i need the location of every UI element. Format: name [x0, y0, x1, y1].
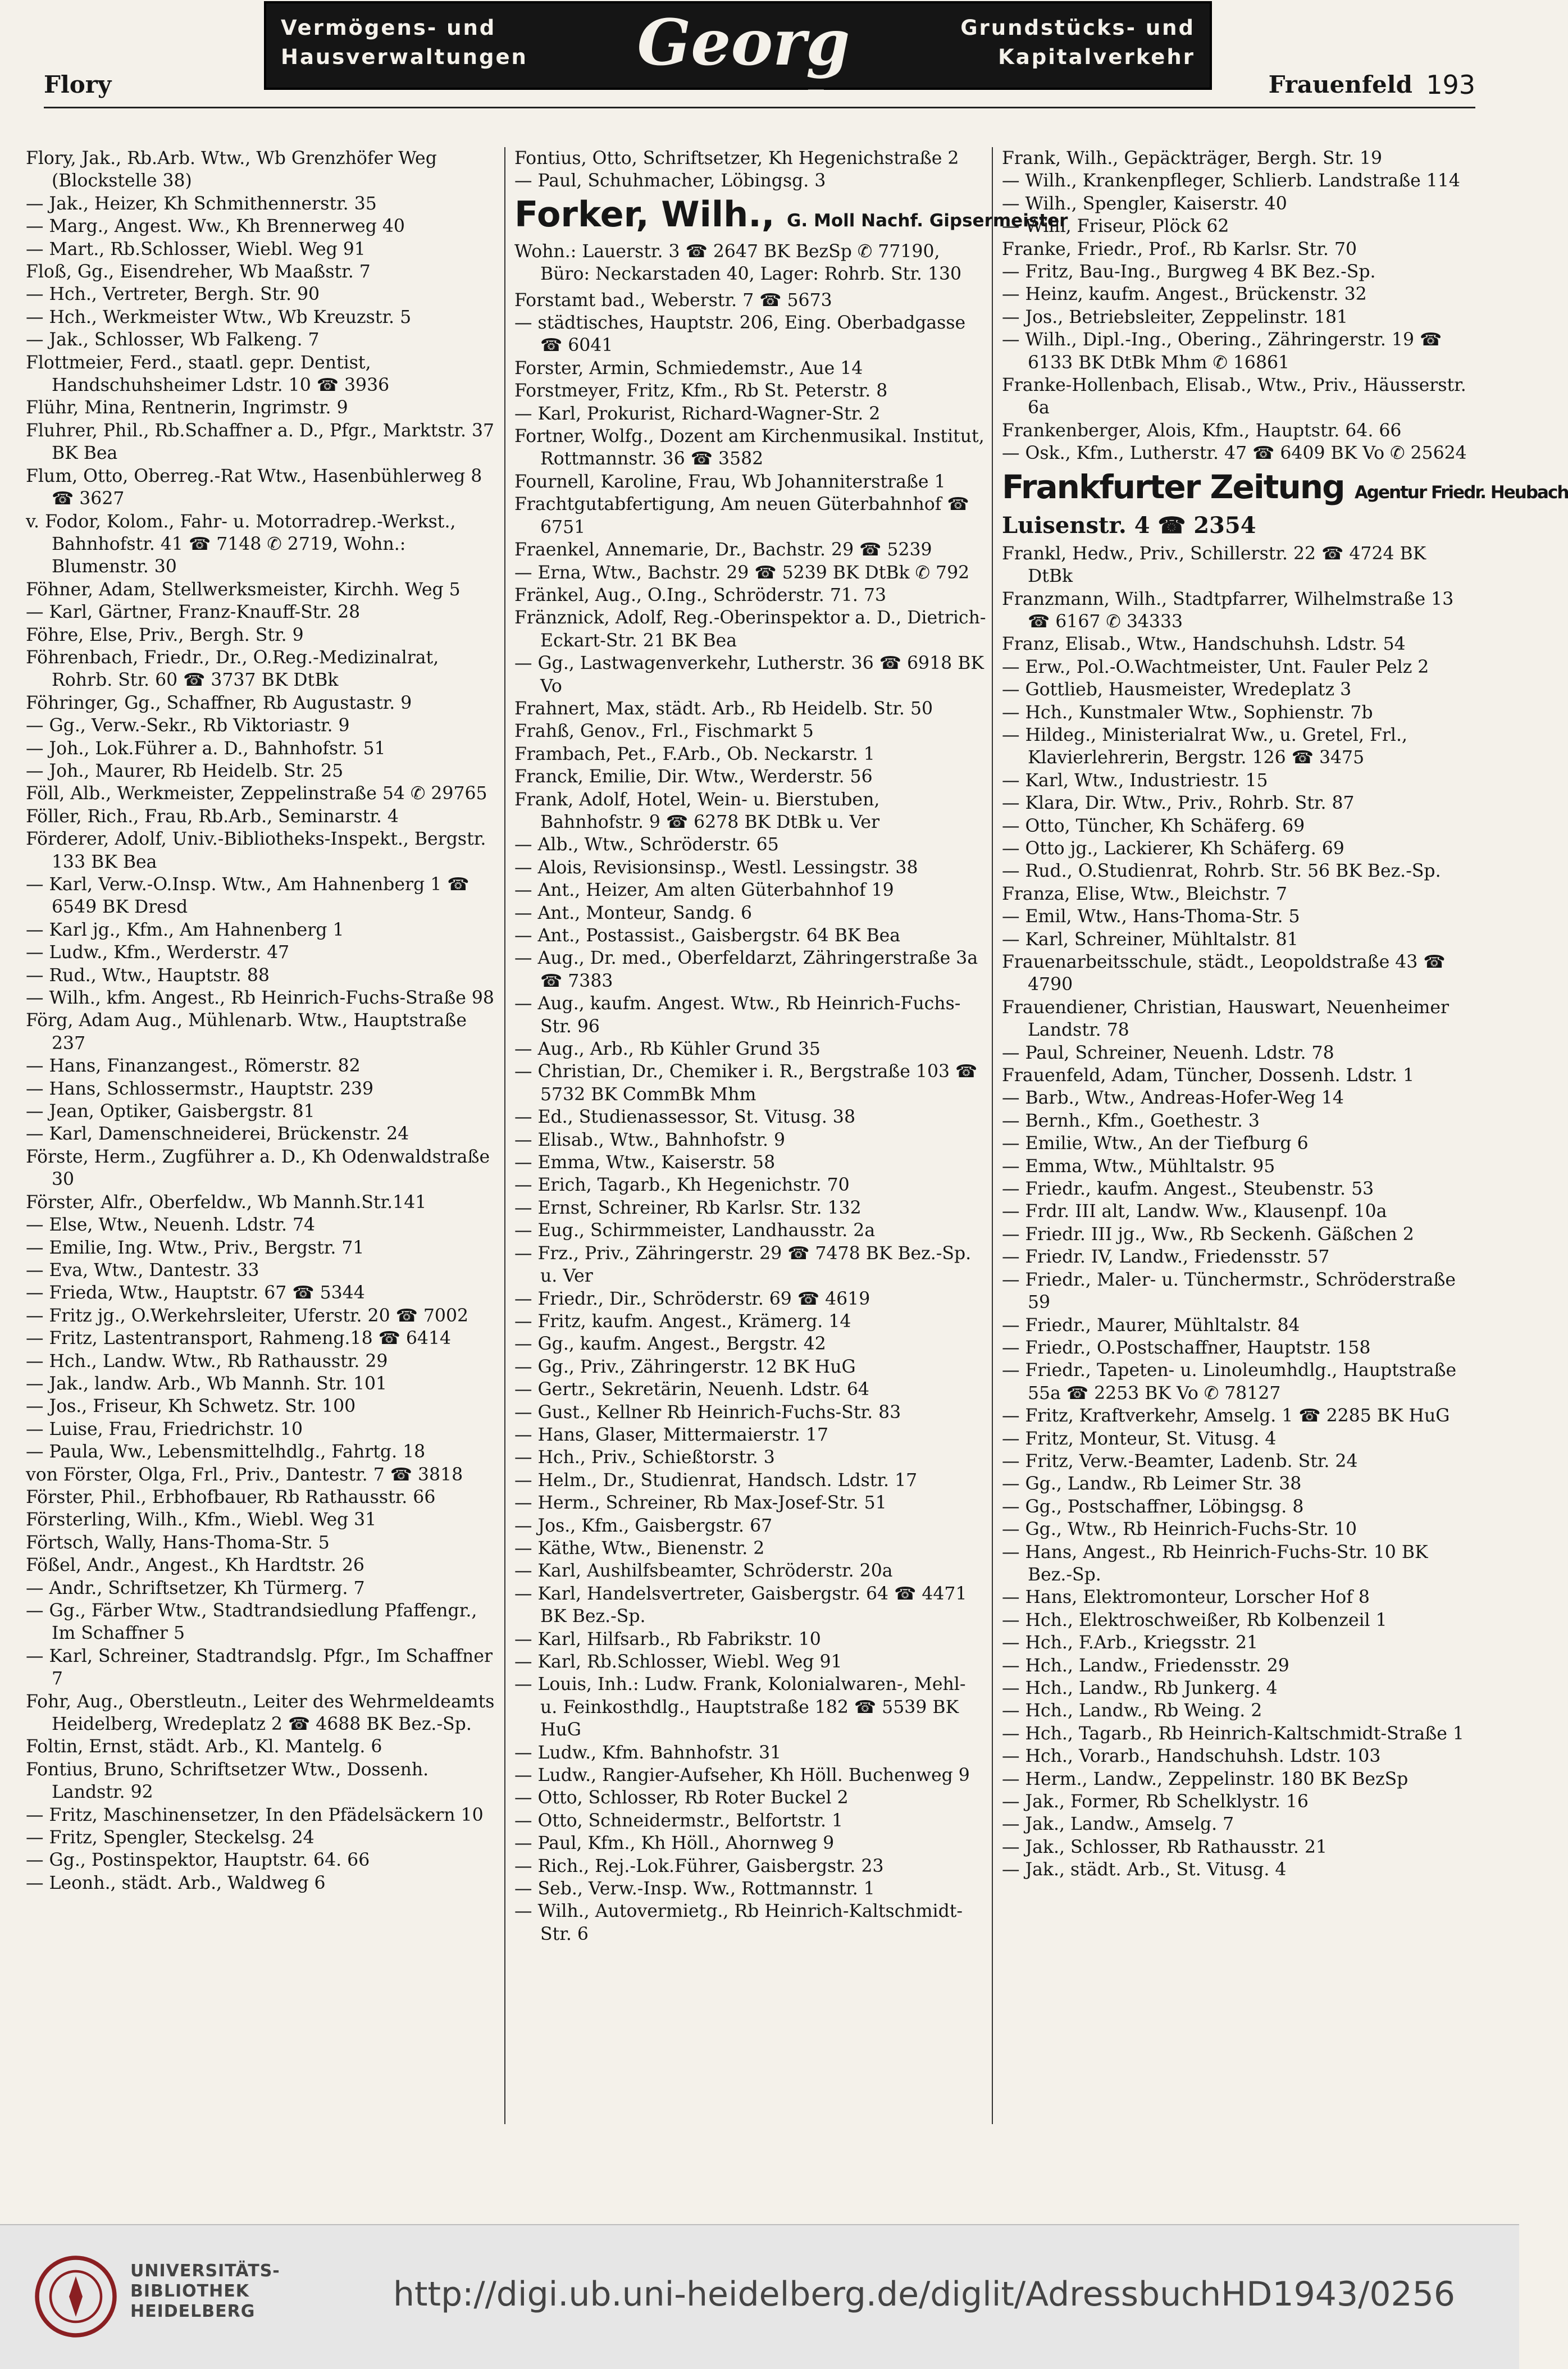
directory-entry: — Frieda, Wtw., Hauptstr. 67 ☎ 5344	[26, 1283, 365, 1304]
directory-column-2	[514, 147, 1068, 2124]
directory-entry: — Elisab., Wtw., Bahnhofstr. 9	[514, 1129, 786, 1150]
directory-entry: — Willi, Friseur, Plöck 62	[1002, 216, 1229, 237]
directory-entry: Franzmann, Wilh., Stadtpfarrer, Wilhelmstraße 13 ☎ 6167 ✆ 34333	[1002, 589, 1454, 632]
directory-entry: — Karl, Gärtner, Franz-Knauff-Str. 28	[26, 602, 361, 623]
library-name-line: HEIDELBERG	[130, 2302, 256, 2321]
directory-column-1	[26, 147, 498, 2124]
directory-entry: — Jak., Schlosser, Wb Falkeng. 7	[26, 330, 320, 350]
directory-entry: — Friedr. IV, Landw., Friedensstr. 57	[1002, 1247, 1330, 1268]
directory-entry: Fränznick, Adolf, Reg.-Oberinspektor a. D., Dietrich-Eckart-Str. 21 BK Bea	[514, 608, 986, 651]
directory-entry: — Gg., Priv., Zähringerstr. 12 BK HuG	[514, 1356, 856, 1377]
directory-entry: Fournell, Karoline, Frau, Wb Johanniterstraße 1	[514, 471, 946, 492]
directory-entry: — Jak., Heizer, Kh Schmithennerstr. 35	[26, 193, 377, 214]
directory-entry: — Fritz, Lastentransport, Rahmeng.18 ☎ 6414	[26, 1328, 452, 1349]
directory-entry: — Käthe, Wtw., Bienenstr. 2	[514, 1538, 765, 1559]
directory-entry: Föhrenbach, Friedr., Dr., O.Reg.-Medizinalrat, Rohrb. Str. 60 ☎ 3737 BK DtBk	[26, 647, 439, 691]
directory-entry: Franza, Elise, Wtw., Bleichstr. 7	[1002, 883, 1288, 904]
directory-entry: — Herm., Landw., Zeppelinstr. 180 BK BezSp	[1002, 1769, 1409, 1789]
directory-entry: — Ernst, Schreiner, Rb Karlsr. Str. 132	[514, 1197, 862, 1218]
directory-entry: Föhre, Else, Priv., Bergh. Str. 9	[26, 625, 304, 645]
directory-entry: — Fritz, kaufm. Angest., Krämerg. 14	[514, 1311, 851, 1332]
directory-entry: — Karl, Verw.-O.Insp. Wtw., Am Hahnenberg 1 ☎ 6549 BK Dresd	[26, 874, 470, 918]
directory-entry: — Else, Wtw., Neuenh. Ldstr. 74	[26, 1215, 316, 1236]
directory-entry: — Seb., Verw.-Insp. Ww., Rottmannstr. 1	[514, 1879, 875, 1899]
library-name-line: UNIVERSITÄTS-	[130, 2261, 280, 2281]
column-divider	[992, 147, 993, 2124]
directory-entry: — Paula, Ww., Lebensmittelhdlg., Fahrtg. 18	[26, 1442, 426, 1463]
directory-entry: Frank, Adolf, Hotel, Wein- u. Bierstuben, Bahnhofstr. 9 ☎ 6278 BK DtBk u. Ver	[514, 789, 880, 832]
directory-entry: — Fritz, Maschinensetzer, In den Pfädelsäckern 10	[26, 1805, 484, 1825]
directory-entry: Flum, Otto, Oberreg.-Rat Wtw., Hasenbühlerweg 8 ☎ 3627	[26, 466, 482, 509]
directory-entry: — Luise, Frau, Friedrichstr. 10	[26, 1419, 303, 1439]
ad-right-line: Grundstücks- und	[960, 16, 1195, 40]
directory-entry: — Gg., Postschaffner, Löbingsg. 8	[1002, 1496, 1304, 1517]
directory-entry: — Ant., Monteur, Sandg. 6	[514, 903, 753, 923]
directory-entry: — Erw., Pol.-O.Wachtmeister, Unt. Fauler Pelz 2	[1002, 657, 1429, 677]
directory-entry: — Jos., Friseur, Kh Schwetz. Str. 100	[26, 1396, 356, 1417]
directory-entry: Franke, Friedr., Prof., Rb Karlsr. Str. 70	[1002, 239, 1357, 259]
directory-entry: — Wilh., Spengler, Kaiserstr. 40	[1002, 193, 1287, 214]
advertisement-name-text: Forker, Wilh.,	[514, 193, 775, 235]
directory-entry: — Fritz, Monteur, St. Vitusg. 4	[1002, 1428, 1277, 1449]
directory-entry: — Jak., Landw., Amselg. 7	[1002, 1814, 1234, 1835]
directory-entry: Föller, Rich., Frau, Rb.Arb., Seminarstr. 4	[26, 806, 399, 827]
directory-entry: Frauenarbeitsschule, städt., Leopoldstraße 43 ☎ 4790	[1002, 952, 1446, 995]
advertisement-entry	[1002, 467, 1568, 539]
directory-entry: — Hch., F.Arb., Kriegsstr. 21	[1002, 1633, 1259, 1653]
directory-entry: — Hans, Elektromonteur, Lorscher Hof 8	[1002, 1587, 1370, 1608]
directory-entry: v. Fodor, Kolom., Fahr- u. Motorradrep.-Werkst., Bahnhofstr. 41 ☎ 7148 ✆ 2719, Wohn.: Blumenstr. 30	[26, 511, 456, 577]
running-head-left: Flory	[44, 71, 112, 98]
directory-entry: Fränkel, Aug., O.Ing., Schröderstr. 71. 73	[514, 585, 887, 605]
directory-entry: Foltin, Ernst, städt. Arb., Kl. Mantelg. 6	[26, 1737, 382, 1757]
directory-entry: — Hch., Elektroschweißer, Rb Kolbenzeil 1	[1002, 1610, 1387, 1630]
directory-entry: Försterling, Wilh., Kfm., Wiebl. Weg 31	[26, 1510, 377, 1530]
directory-entry: Frachtgutabfertigung, Am neuen Güterbahnhof ☎ 6751	[514, 494, 969, 537]
directory-entry: — Otto, Schlosser, Rb Roter Buckel 2	[514, 1788, 849, 1808]
directory-entry: — Hch., Tagarb., Rb Heinrich-Kaltschmidt-Straße 1	[1002, 1723, 1464, 1744]
directory-entry: — Hans, Angest., Rb Heinrich-Fuchs-Str. 10 BK Bez.-Sp.	[1002, 1542, 1428, 1585]
advertisement-subtitle: Agentur Friedr. Heubach	[1354, 482, 1568, 503]
directory-entry: — Gg., kaufm. Angest., Bergstr. 42	[514, 1334, 826, 1355]
directory-entry: — Hans, Finanzangest., Römerstr. 82	[26, 1056, 361, 1077]
directory-entry: — Karl, Damenschneiderei, Brückenstr. 24	[26, 1124, 409, 1145]
ad-right-text	[960, 13, 1195, 72]
directory-entry: — Aug., kaufm. Angest. Wtw., Rb Heinrich-Fuchs-Str. 96	[514, 994, 961, 1037]
directory-entry: — Jak., Former, Rb Schelklystr. 16	[1002, 1792, 1309, 1812]
ad-left-text	[281, 13, 528, 72]
directory-entry: — Ludw., Kfm., Werderstr. 47	[26, 942, 290, 963]
directory-entry: — Emma, Wtw., Mühltalstr. 95	[1002, 1156, 1275, 1177]
column-divider	[504, 147, 505, 2124]
directory-entry: — Emilie, Ing. Wtw., Priv., Bergstr. 71	[26, 1237, 364, 1258]
advertisement-name	[514, 193, 1068, 240]
directory-entry: — Karl, Prokurist, Richard-Wagner-Str. 2	[514, 403, 881, 424]
directory-entry: — Rich., Rej.-Lok.Führer, Gaisbergstr. 23	[514, 1856, 884, 1876]
directory-entry: — Fritz, Kraftverkehr, Amselg. 1 ☎ 2285 BK HuG	[1002, 1406, 1450, 1427]
directory-entry: — Frz., Priv., Zähringerstr. 29 ☎ 7478 BK Bez.-Sp. u. Ver	[514, 1243, 972, 1287]
library-name-line: BIBLIOTHEK	[130, 2281, 249, 2301]
directory-entry: — Alois, Revisionsinsp., Westl. Lessingstr. 38	[514, 857, 918, 878]
directory-entry: — Christian, Dr., Chemiker i. R., Bergstraße 103 ☎ 5732 BK CommBk Mhm	[514, 1062, 978, 1105]
directory-entry: Frankl, Hedw., Priv., Schillerstr. 22 ☎ 4724 BK DtBk	[1002, 543, 1426, 587]
directory-entry: Fontius, Otto, Schriftsetzer, Kh Hegenichstraße 2	[514, 148, 959, 168]
directory-entry: — Friedr., Maurer, Mühltalstr. 84	[1002, 1315, 1300, 1336]
directory-entry: — Jos., Betriebsleiter, Zeppelinstr. 181	[1002, 307, 1348, 327]
running-head-right: Frauenfeld	[1268, 71, 1412, 98]
directory-entry: Frank, Wilh., Gepäckträger, Bergh. Str. 19	[1002, 148, 1383, 168]
directory-entry: Flühr, Mina, Rentnerin, Ingrimstr. 9	[26, 398, 348, 418]
directory-entry: Förster, Phil., Erbhofbauer, Rb Rathausstr. 66	[26, 1487, 436, 1507]
directory-entry: — Gg., Landw., Rb Leimer Str. 38	[1002, 1474, 1302, 1495]
directory-entry: — Fritz jg., O.Werkehrsleiter, Uferstr. 20 ☎ 7002	[26, 1305, 469, 1326]
directory-entry: — Gottlieb, Hausmeister, Wredeplatz 3	[1002, 680, 1352, 700]
directory-entry: — Hch., Vorarb., Handschuhsh. Ldstr. 103	[1002, 1746, 1381, 1767]
directory-entry: — Karl jg., Kfm., Am Hahnenberg 1	[26, 919, 344, 940]
directory-entry: Förste, Herm., Zugführer a. D., Kh Odenwaldstraße 30	[26, 1146, 490, 1190]
directory-entry: von Förster, Olga, Frl., Priv., Dantestr. 7 ☎ 3818	[26, 1464, 463, 1485]
directory-entry: — Karl, Schreiner, Mühltalstr. 81	[1002, 929, 1298, 950]
directory-entry: Forstmeyer, Fritz, Kfm., Rb St. Peterstr. 8	[514, 381, 888, 402]
directory-entry: — Hildeg., Ministerialrat Ww., u. Gretel, Frl., Klavierlehrerin, Bergstr. 126 ☎ 3475	[1002, 725, 1408, 768]
advertisement-subtitle: G. Moll Nachf. Gipsermeister	[786, 210, 1068, 231]
directory-entry: Frahß, Genov., Frl., Fischmarkt 5	[514, 721, 814, 742]
directory-entry: — Frdr. III alt, Landw. Ww., Klausenpf. 10a	[1002, 1201, 1387, 1222]
directory-entry: Frahnert, Max, städt. Arb., Rb Heidelb. Str. 50	[514, 698, 933, 719]
directory-entry: — Ludw., Kfm. Bahnhofstr. 31	[514, 1742, 782, 1763]
directory-entry: Fößel, Andr., Angest., Kh Hardtstr. 26	[26, 1555, 364, 1576]
directory-entry: Föhringer, Gg., Schaffner, Rb Augustastr. 9	[26, 693, 412, 713]
directory-entry: — Helm., Dr., Studienrat, Handsch. Ldstr. 17	[514, 1470, 918, 1491]
directory-entry: — Karl, Handelsvertreter, Gaisbergstr. 64 ☎ 4471 BK Bez.-Sp.	[514, 1583, 967, 1627]
directory-entry: — Hch., Landw., Rb Weing. 2	[1002, 1701, 1262, 1721]
directory-entry: — Friedr., kaufm. Angest., Steubenstr. 53	[1002, 1179, 1374, 1200]
directory-entry: Förtsch, Wally, Hans-Thoma-Str. 5	[26, 1532, 330, 1553]
directory-entry: — Karl, Wtw., Industriestr. 15	[1002, 770, 1268, 791]
directory-entry: Fortner, Wolfg., Dozent am Kirchenmusikal. Institut, Rottmannstr. 36 ☎ 3582	[514, 426, 984, 470]
library-name	[130, 2261, 299, 2322]
directory-entry: — Wilh., Autovermietg., Rb Heinrich-Kaltschmidt-Str. 6	[514, 1901, 963, 1944]
directory-entry: — Leonh., städt. Arb., Waldweg 6	[26, 1873, 326, 1893]
directory-entry: — Wilh., Krankenpfleger, Schlierb. Landstraße 114	[1002, 171, 1460, 192]
directory-entry: — Erich, Tagarb., Kh Hegenichstr. 70	[514, 1175, 850, 1196]
directory-entry: — Friedr., O.Postschaffner, Hauptstr. 158	[1002, 1337, 1371, 1358]
directory-entry: Forstamt bad., Weberstr. 7 ☎ 5673	[514, 290, 832, 311]
directory-entry: — Gg., Färber Wtw., Stadtrandsiedlung Pfaffengr., Im Schaffner 5	[26, 1601, 477, 1644]
directory-entry: — Hch., Vertreter, Bergh. Str. 90	[26, 284, 320, 305]
directory-entry: — Emil, Wtw., Hans-Thoma-Str. 5	[1002, 906, 1300, 927]
ad-right-line: Kapitalverkehr	[998, 45, 1195, 69]
directory-entry: — Emma, Wtw., Kaiserstr. 58	[514, 1152, 776, 1173]
directory-entry: Förderer, Adolf, Univ.-Bibliotheks-Inspekt., Bergstr. 133 BK Bea	[26, 829, 486, 872]
directory-entry: — Mart., Rb.Schlosser, Wiebl. Weg 91	[26, 239, 366, 259]
ad-left-line: Vermögens- und	[281, 16, 496, 40]
directory-entry: — Friedr. III jg., Ww., Rb Seckenh. Gäßchen 2	[1002, 1224, 1414, 1245]
page-number: 193	[1426, 70, 1475, 100]
directory-entry: Flory, Jak., Rb.Arb. Wtw., Wb Grenzhöfer Weg (Blockstelle 38)	[26, 148, 437, 192]
directory-entry: — Herm., Schreiner, Rb Max-Josef-Str. 51	[514, 1493, 887, 1514]
directory-entry: Frauenfeld, Adam, Tüncher, Dossenh. Ldstr. 1	[1002, 1065, 1415, 1086]
directory-entry: — Joh., Lok.Führer a. D., Bahnhofstr. 51	[26, 738, 386, 759]
directory-entry: Föll, Alb., Werkmeister, Zeppelinstraße 54 ✆ 29765	[26, 783, 487, 804]
directory-entry: — Rud., Wtw., Hauptstr. 88	[26, 965, 270, 986]
directory-entry: — Aug., Arb., Rb Kühler Grund 35	[514, 1039, 821, 1060]
directory-entry: — Gg., Lastwagenverkehr, Lutherstr. 36 ☎ 6918 BK Vo	[514, 653, 984, 696]
directory-entry: Flottmeier, Ferd., staatl. gepr. Dentist, Handschuhsheimer Ldstr. 10 ☎ 3936	[26, 352, 390, 396]
directory-entry: — Otto, Schneidermstr., Belfortstr. 1	[514, 1810, 844, 1831]
directory-entry: Franck, Emilie, Dir. Wtw., Werderstr. 56	[514, 767, 873, 787]
directory-entry: — Jak., landw. Arb., Wb Mannh. Str. 101	[26, 1373, 388, 1394]
directory-entry: — Fritz, Bau-Ing., Burgweg 4 BK Bez.-Sp.	[1002, 262, 1376, 283]
directory-entry: Fontius, Bruno, Schriftsetzer Wtw., Dossenh. Landstr. 92	[26, 1759, 429, 1803]
directory-entry: — Rud., O.Studienrat, Rohrb. Str. 56 BK Bez.-Sp.	[1002, 861, 1441, 882]
directory-entry: — Ant., Heizer, Am alten Güterbahnhof 19	[514, 880, 894, 901]
advertisement-name-text: Frankfurter Zeitung	[1002, 467, 1344, 506]
directory-entry: — Erna, Wtw., Bachstr. 29 ☎ 5239 BK DtBk ✆ 792	[514, 562, 970, 583]
directory-entry: — Friedr., Tapeten- u. Linoleumhdlg., Hauptstraße 55a ☎ 2253 BK Vo ✆ 78127	[1002, 1360, 1457, 1404]
directory-entry: — Jak., Schlosser, Rb Rathausstr. 21	[1002, 1837, 1328, 1857]
directory-entry: — Aug., Dr. med., Oberfeldarzt, Zähringerstraße 3a ☎ 7383	[514, 948, 978, 991]
directory-entry: — Osk., Kfm., Lutherstr. 47 ☎ 6409 BK Vo ✆ 25624	[1002, 443, 1467, 464]
directory-entry: — Karl, Schreiner, Stadtrandslg. Pfgr., Im Schaffner 7	[26, 1646, 493, 1689]
directory-entry: — Eva, Wtw., Dantestr. 33	[26, 1260, 259, 1281]
directory-entry: — Emilie, Wtw., An der Tiefburg 6	[1002, 1133, 1309, 1154]
directory-entry: — Ant., Postassist., Gaisbergstr. 64 BK Bea	[514, 926, 901, 946]
ad-left-line: Hausverwaltungen	[281, 45, 528, 69]
directory-entry: Franz, Elisab., Wtw., Handschuhsh. Ldstr. 54	[1002, 634, 1406, 655]
directory-entry: — Paul, Schuhmacher, Löbingsg. 3	[514, 171, 826, 192]
directory-entry: — Hch., Kunstmaler Wtw., Sophienstr. 7b	[1002, 702, 1373, 723]
directory-entry: — Jak., städt. Arb., St. Vitusg. 4	[1002, 1860, 1287, 1880]
directory-entry: — Wilh., Dipl.-Ing., Obering., Zähringerstr. 19 ☎ 6133 BK DtBk Mhm ✆ 16861	[1002, 330, 1442, 373]
directory-entry: — Gg., Wtw., Rb Heinrich-Fuchs-Str. 10	[1002, 1519, 1357, 1540]
directory-entry: Franke-Hollenbach, Elisab., Wtw., Priv., Häusserstr. 6a	[1002, 375, 1466, 418]
directory-entry: — Louis, Inh.: Ludw. Frank, Kolonialwaren-, Mehl- u. Feinkosthdlg., Hauptstraße 182 ☎ 5539 BK HuG	[514, 1674, 966, 1741]
directory-entry: — Gg., Verw.-Sekr., Rb Viktoriastr. 9	[26, 716, 350, 736]
directory-entry: Frankenberger, Alois, Kfm., Hauptstr. 64. 66	[1002, 420, 1402, 441]
directory-entry: — Heinz, kaufm. Angest., Brückenstr. 32	[1002, 284, 1367, 305]
advertisement-name	[1002, 467, 1568, 512]
directory-entry: — Otto, Tüncher, Kh Schäferg. 69	[1002, 816, 1305, 836]
directory-entry: — Eug., Schirmmeister, Landhausstr. 2a	[514, 1220, 876, 1241]
directory-entry: — Hch., Landw., Rb Junkerg. 4	[1002, 1678, 1278, 1698]
directory-entry: Frambach, Pet., F.Arb., Ob. Neckarstr. 1	[514, 744, 875, 764]
directory-entry: — Andr., Schriftsetzer, Kh Türmerg. 7	[26, 1578, 365, 1598]
source-url-link[interactable]: http://digi.ub.uni-heidelberg.de/diglit/AdressbuchHD1943/0256	[393, 2275, 1456, 2314]
directory-entry: Floß, Gg., Eisendreher, Wb Maaßstr. 7	[26, 262, 371, 283]
ad-company-name: Georg Herth	[637, 6, 850, 153]
directory-entry: — Jean, Optiker, Gaisbergstr. 81	[26, 1101, 315, 1122]
directory-entry: Frauendiener, Christian, Hauswart, Neuenheimer Landstr. 78	[1002, 997, 1450, 1041]
directory-entry: — städtisches, Hauptstr. 206, Eing. Oberbadgasse ☎ 6041	[514, 313, 966, 356]
directory-entry: Forster, Armin, Schmiedemstr., Aue 14	[514, 358, 863, 379]
directory-entry: — Klara, Dir. Wtw., Priv., Rohrb. Str. 87	[1002, 793, 1355, 814]
directory-entry: — Hch., Landw., Friedensstr. 29	[1002, 1655, 1289, 1676]
directory-entry: Föhner, Adam, Stellwerksmeister, Kirchh. Weg 5	[26, 579, 461, 600]
directory-entry: — Gg., Postinspektor, Hauptstr. 64. 66	[26, 1850, 370, 1871]
directory-entry: — Gertr., Sekretärin, Neuenh. Ldstr. 64	[514, 1379, 869, 1400]
directory-entry: — Alb., Wtw., Schröderstr. 65	[514, 835, 779, 855]
advertisement-address: Wohn.: Lauerstr. 3 ☎ 2647 BK BezSp ✆ 77190, Büro: Neckarstaden 40, Lager: Rohrb. Str. 130	[514, 241, 962, 285]
header-rule	[44, 107, 1475, 108]
directory-entry: — Jos., Kfm., Gaisbergstr. 67	[514, 1515, 773, 1536]
directory-entry: Förg, Adam Aug., Mühlenarb. Wtw., Hauptstraße 237	[26, 1010, 467, 1054]
directory-entry: — Fritz, Spengler, Steckelsg. 24	[26, 1828, 314, 1848]
directory-entry: — Otto jg., Lackierer, Kh Schäferg. 69	[1002, 838, 1344, 859]
directory-entry: Fluhrer, Phil., Rb.Schaffner a. D., Pfgr., Marktstr. 37 BK Bea	[26, 420, 495, 464]
directory-entry: — Ed., Studienassessor, St. Vitusg. 38	[514, 1107, 855, 1128]
directory-entry: — Hch., Priv., Schießtorstr. 3	[514, 1447, 775, 1468]
directory-entry: Fraenkel, Annemarie, Dr., Bachstr. 29 ☎ 5239	[514, 540, 932, 561]
directory-entry: — Friedr., Maler- u. Tünchermstr., Schröderstraße 59	[1002, 1269, 1456, 1313]
university-seal-icon	[34, 2254, 118, 2339]
directory-entry: Förster, Alfr., Oberfeldw., Wb Mannh.Str.141	[26, 1192, 427, 1213]
directory-entry: — Hans, Glaser, Mittermaierstr. 17	[514, 1424, 828, 1445]
directory-entry: — Friedr., Dir., Schröderstr. 69 ☎ 4619	[514, 1288, 870, 1309]
directory-entry: — Ludw., Rangier-Aufseher, Kh Höll. Buchenweg 9	[514, 1765, 970, 1786]
directory-entry: — Karl, Rb.Schlosser, Wiebl. Weg 91	[514, 1652, 842, 1672]
advertisement-address: Luisenstr. 4 ☎ 2354	[1002, 512, 1256, 539]
header-advertisement	[264, 1, 1212, 153]
directory-entry: — Karl, Aushilfsbeamter, Schröderstr. 20a	[514, 1561, 893, 1582]
directory-entry: — Fritz, Verw.-Beamter, Ladenb. Str. 24	[1002, 1451, 1358, 1471]
directory-entry: — Hch., Landw. Wtw., Rb Rathausstr. 29	[26, 1351, 388, 1372]
advertisement-entry	[514, 193, 1068, 286]
digitization-footer	[0, 2224, 1519, 2369]
directory-entry: — Karl, Hilfsarb., Rb Fabrikstr. 10	[514, 1629, 821, 1650]
directory-entry: — Joh., Maurer, Rb Heidelb. Str. 25	[26, 760, 344, 781]
directory-column-3	[1002, 147, 1568, 2124]
directory-entry: — Paul, Schreiner, Neuenh. Ldstr. 78	[1002, 1042, 1334, 1063]
directory-entry: — Marg., Angest. Ww., Kh Brennerweg 40	[26, 216, 405, 237]
directory-entry: — Wilh., kfm. Angest., Rb Heinrich-Fuchs-Straße 98	[26, 988, 494, 1009]
directory-entry: — Paul, Kfm., Kh Höll., Ahornweg 9	[514, 1833, 835, 1854]
directory-entry: — Hans, Schlossermstr., Hauptstr. 239	[26, 1078, 374, 1099]
directory-entry: Fohr, Aug., Oberstleutn., Leiter des Wehrmeldeamts Heidelberg, Wredeplatz 2 ☎ 4688 BK Bez.-Sp.	[26, 1691, 495, 1735]
directory-entry: — Bernh., Kfm., Goethestr. 3	[1002, 1110, 1260, 1131]
directory-entry: — Hch., Werkmeister Wtw., Wb Kreuzstr. 5	[26, 307, 412, 327]
directory-entry: — Barb., Wtw., Andreas-Hofer-Weg 14	[1002, 1088, 1344, 1109]
directory-entry: — Gust., Kellner Rb Heinrich-Fuchs-Str. 83	[514, 1402, 901, 1423]
